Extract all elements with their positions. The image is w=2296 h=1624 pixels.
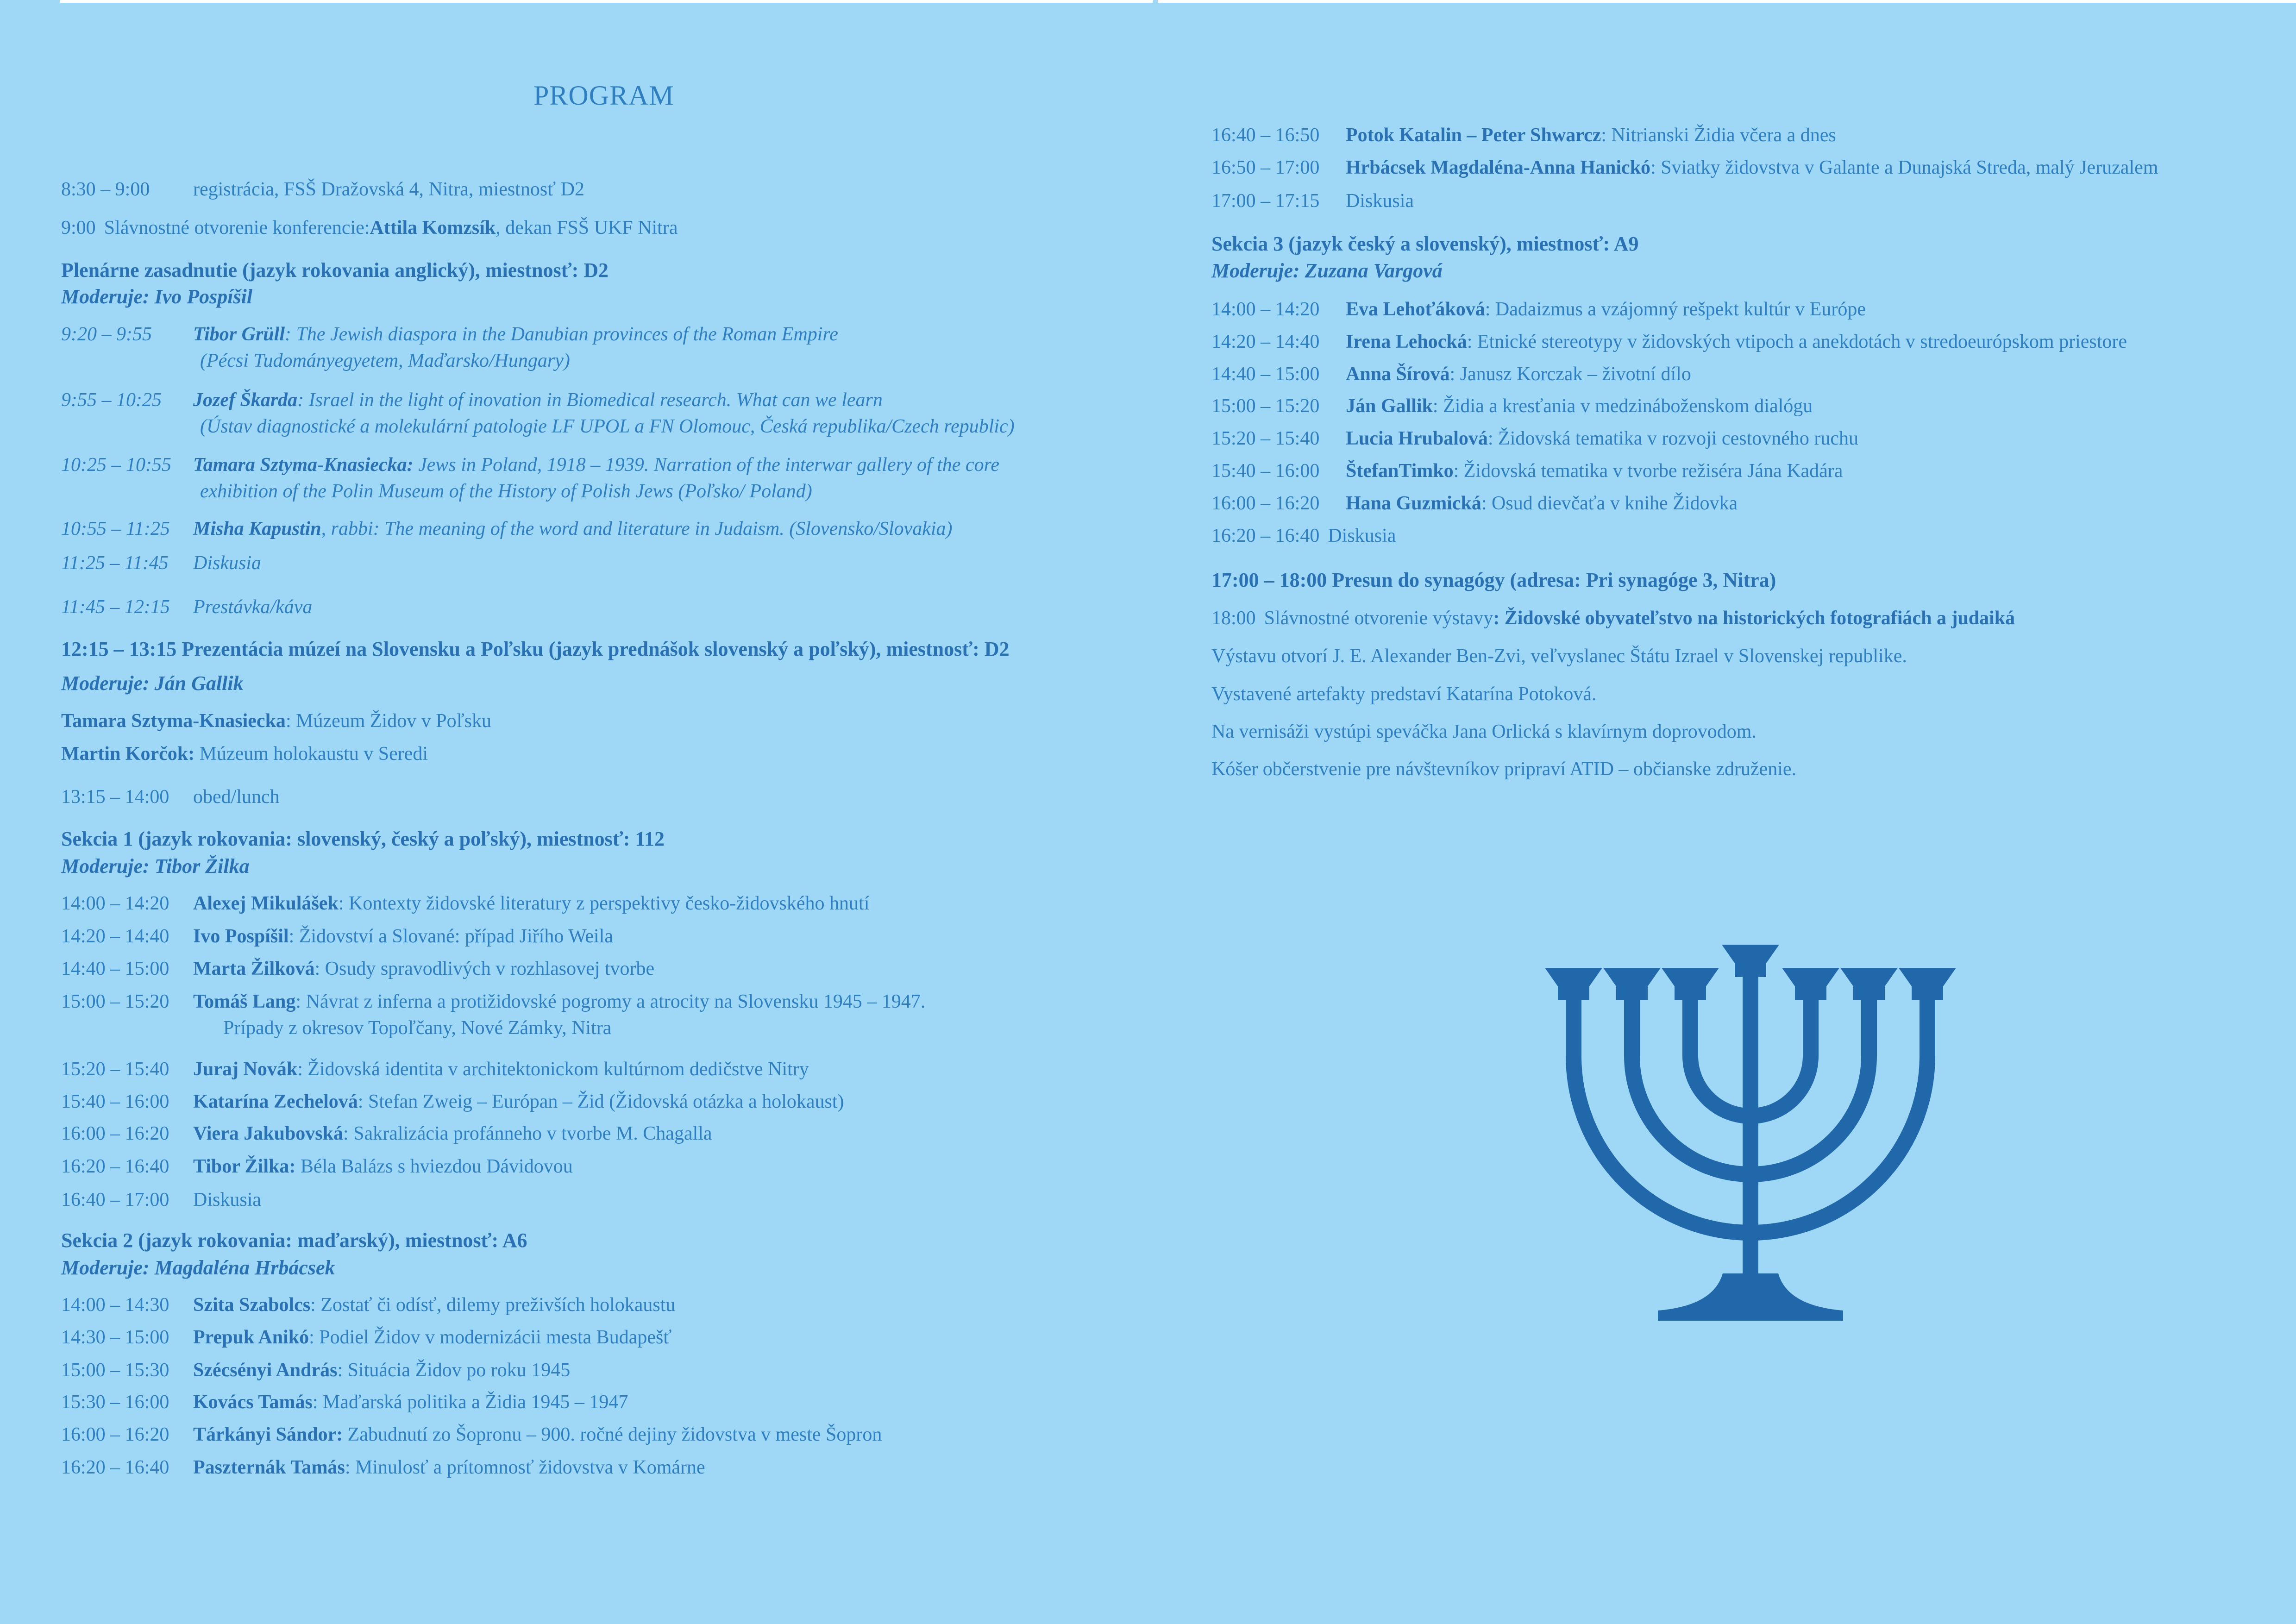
time-slot: 9:00 (61, 217, 96, 238)
program-item (61, 1294, 675, 1316)
speaker-name: Ivo Pospíšil (193, 926, 289, 947)
talk-title: : Kontexty židovské literatury z perspektivy česko-židovského hnutí (338, 893, 870, 914)
program-item (61, 1058, 809, 1080)
time-slot: 9:55 – 10:25 (61, 389, 162, 411)
time-slot: 14:00 – 14:20 (1211, 299, 1320, 320)
time-slot: 14:30 – 15:00 (61, 1327, 169, 1348)
item-text: Diskusia (193, 552, 261, 574)
time-slot: 15:40 – 16:00 (1211, 460, 1320, 482)
time-slot: 17:00 – 17:15 (1211, 190, 1320, 212)
program-item (61, 518, 953, 540)
program-item (1211, 525, 1396, 547)
time-slot: 15:20 – 15:40 (1211, 428, 1320, 449)
program-item (1211, 492, 1738, 514)
continuation-line: (Ústav diagnostické a molekulární patologie LF UPOL a FN Olomouc, Česká republika/Czech republic) (200, 416, 1015, 437)
speaker-name: Tibor Grüll (193, 324, 285, 345)
section-heading: Sekcia 2 (jazyk rokovania: maďarský), miestnosť: A6 (61, 1229, 527, 1252)
speaker-name: Katarína Zechelová (193, 1091, 358, 1112)
talk-title: : Israel in the light of inovation in Biomedical research. What can we learn (297, 389, 883, 411)
program-item (1211, 331, 2127, 353)
talk-title: Béla Balázs s hviezdou Dávidovou (295, 1156, 573, 1177)
program-item (61, 323, 838, 345)
program-item (61, 925, 613, 947)
talk-title: : The Jewish diaspora in the Danubian provinces of the Roman Empire (284, 324, 838, 345)
menorah-icon (1510, 940, 1991, 1324)
time-slot: 14:40 – 15:00 (1211, 364, 1320, 385)
speaker-name: Irena Lehocká (1346, 331, 1467, 352)
talk-title: Jews in Poland, 1918 – 1939. Narration of the interwar gallery of the core (413, 454, 999, 476)
talk-title: : Nitrianski Židia včera a dnes (1601, 125, 1836, 146)
program-item (1211, 758, 1796, 780)
section-heading: Sekcia 1 (jazyk rokovania: slovenský, český a poľský), miestnosť: 112 (61, 828, 665, 850)
speaker-name: Jozef Škarda (193, 389, 298, 411)
item-text: Diskusia (193, 1189, 261, 1210)
moderator-line: Moderuje: Ján Gallik (61, 672, 244, 695)
moderator-line: Moderuje: Zuzana Vargová (1211, 259, 1443, 282)
talk-title: : Sviatky židovstva v Galante a Dunajská Streda, malý Jeruzalem (1650, 157, 2158, 178)
time-slot: 16:20 – 16:40 (61, 1457, 169, 1478)
time-slot: 16:00 – 16:20 (61, 1123, 169, 1144)
time-slot: 15:30 – 16:00 (61, 1392, 169, 1413)
talk-title: : Múzeum Židov v Poľsku (285, 710, 491, 732)
item-text: Vystavené artefakty predstaví Katarína Potoková. (1211, 683, 1597, 705)
speaker-name: : Židovské obyvateľstvo na historických fotografiách a judaiká (1493, 608, 2015, 629)
item-text: Slávnostné otvorenie výstavy (1264, 608, 1493, 629)
speaker-name: Tibor Žilka: (193, 1156, 296, 1177)
talk-title: , rabbi: The meaning of the word and literature in Judaism. (Slovensko/Slovakia) (321, 518, 953, 539)
continuation-line: exhibition of the Polin Museum of the History of Polish Jews (Poľsko/ Poland) (200, 481, 812, 502)
time-slot: 18:00 (1211, 608, 1256, 629)
moderator-line: Moderuje: Ivo Pospíšil (61, 285, 253, 308)
speaker-name: Anna Šírová (1346, 364, 1450, 385)
time-slot: 16:20 – 16:40 (61, 1156, 169, 1177)
speaker-name: Tamara Sztyma-Knasiecka (61, 710, 286, 732)
program-item (61, 596, 312, 618)
time-slot: 15:40 – 16:00 (61, 1091, 169, 1112)
speaker-name: Tomáš Lang (193, 991, 296, 1012)
program-item (61, 1326, 671, 1348)
speaker-name: Paszternák Tamás (193, 1457, 345, 1478)
section-heading: 17:00 – 18:00 Presun do synagógy (adresa: Pri synagóge 3, Nitra) (1211, 569, 1776, 591)
program-item (61, 217, 678, 239)
talk-title: : Židovská tematika v rozvoji cestovného ruchu (1487, 428, 1859, 449)
time-slot: 16:50 – 17:00 (1211, 157, 1320, 178)
speaker-name: Szita Szabolcs (193, 1294, 311, 1316)
speaker-name: Potok Katalin – Peter Shwarcz (1346, 125, 1601, 146)
section-heading: 12:15 – 13:15 Prezentácia múzeí na Slovensku a Poľsku (jazyk prednášok slovenský a poľský), miestnosť: D2 (61, 638, 1010, 660)
continuation-line: Prípady z okresov Topoľčany, Nové Zámky, Nitra (223, 1017, 612, 1039)
program-item (61, 710, 491, 732)
talk-title: : Sakralizácia profánneho v tvorbe M. Chagalla (343, 1123, 712, 1144)
talk-title: : Dadaizmus a vzájomný rešpekt kultúr v Európe (1485, 299, 1866, 320)
program-item (1211, 157, 2158, 179)
program-item (61, 1122, 712, 1145)
item-text: registrácia, FSŠ Dražovská 4, Nitra, miestnosť D2 (193, 179, 584, 200)
time-slot: 14:20 – 14:40 (1211, 331, 1320, 352)
program-item (61, 389, 883, 411)
program-item (61, 1423, 882, 1446)
speaker-name: Martin Korčok: (61, 743, 195, 765)
talk-title: : Židia a kresťania v medzináboženskom dialógu (1432, 395, 1813, 417)
time-slot: 14:00 – 14:30 (61, 1294, 169, 1316)
speaker-name: Prepuk Anikó (193, 1327, 309, 1348)
program-item (61, 743, 428, 765)
time-slot: 15:20 – 15:40 (61, 1059, 169, 1080)
section-heading: Sekcia 3 (jazyk český a slovenský), miestnosť: A9 (1211, 232, 1639, 255)
talk-title: : Etnické stereotypy v židovských vtipoch a anekdotách v stredoeurópskom priestore (1467, 331, 2127, 352)
speaker-name: Tárkányi Sándor: (193, 1424, 343, 1445)
speaker-name: Kovács Tamás (193, 1392, 313, 1413)
program-item (61, 1456, 705, 1479)
program-item (61, 958, 654, 980)
program-item (61, 1359, 570, 1381)
item-text: Kóšer občerstvenie pre návštevníkov pripraví ATID – občianske združenie. (1211, 759, 1797, 780)
time-slot: 16:00 – 16:20 (1211, 493, 1320, 514)
speaker-name: Hana Guzmická (1346, 493, 1481, 514)
program-item (1211, 427, 1858, 450)
program-item (61, 1155, 573, 1178)
talk-title: Múzeum holokaustu v Seredi (194, 743, 428, 765)
time-slot: 10:55 – 11:25 (61, 518, 170, 539)
item-text: Výstavu otvorí J. E. Alexander Ben-Zvi, veľvyslanec Štátu Izrael v Slovenskej republike. (1211, 646, 1907, 667)
talk-title: : Situácia Židov po roku 1945 (337, 1360, 571, 1381)
speaker-name: Hrbácsek Magdaléna-Anna Hanickó (1346, 157, 1651, 178)
program-item (61, 454, 999, 476)
time-slot: 15:00 – 15:20 (61, 991, 169, 1012)
program-item (1211, 645, 1907, 667)
item-text: Prestávka/káva (193, 596, 313, 618)
speaker-name: Eva Lehoťáková (1346, 299, 1485, 320)
speaker-name: Tamara Sztyma-Knasiecka: (193, 454, 414, 476)
moderator-line: Moderuje: Tibor Žilka (61, 855, 250, 878)
program-item (1211, 460, 1843, 482)
top-gap-right (1158, 0, 2296, 3)
speaker-name: Attila Komzsík (370, 217, 496, 238)
talk-title: : Osudy spravodlivých v rozhlasovej tvorbe (314, 958, 655, 979)
speaker-name: Alexej Mikulášek (193, 893, 339, 914)
speaker-name: Misha Kapustin (193, 518, 321, 539)
talk-title: : Podiel Židov v modernizácii mesta Budapešť (309, 1327, 672, 1348)
time-slot: 14:20 – 14:40 (61, 926, 169, 947)
talk-title: : Janusz Korczak – životní dílo (1449, 364, 1691, 385)
top-gap-left (60, 0, 1153, 3)
talk-title: : Minulosť a prítomnosť židovstva v Komárne (345, 1457, 705, 1478)
talk-title: : Maďarská politika a Židia 1945 – 1947 (312, 1392, 628, 1413)
item-text: Slávnostné otvorenie konferencie: (104, 217, 370, 238)
talk-title: : Zostať či odísť, dilemy preživších holokaustu (310, 1294, 676, 1316)
speaker-name: Ján Gallik (1346, 395, 1433, 417)
page-title: PROGRAM (533, 80, 674, 111)
program-item (1211, 683, 1597, 705)
program-item (1211, 190, 1414, 212)
time-slot: 16:40 – 16:50 (1211, 125, 1320, 146)
time-slot: 15:00 – 15:20 (1211, 395, 1320, 417)
time-slot: 16:20 – 16:40 (1211, 525, 1320, 546)
speaker-name: Juraj Novák (193, 1059, 298, 1080)
time-slot: 16:40 – 17:00 (61, 1189, 169, 1210)
item-text: obed/lunch (193, 786, 280, 808)
program-item (1211, 607, 2015, 629)
program-item (1211, 721, 1757, 743)
item-text: Diskusia (1346, 190, 1414, 212)
time-slot: 11:25 – 11:45 (61, 552, 169, 574)
program-item (1211, 124, 1836, 146)
time-slot: 9:20 – 9:55 (61, 324, 152, 345)
program-item (61, 178, 584, 201)
time-slot: 10:25 – 10:55 (61, 454, 171, 476)
time-slot: 15:00 – 15:30 (61, 1360, 169, 1381)
program-item (61, 1189, 261, 1211)
moderator-line: Moderuje: Magdaléna Hrbácsek (61, 1256, 335, 1279)
item-text: Na vernisáži vystúpi speváčka Jana Orlická s klavírnym doprovodom. (1211, 721, 1757, 742)
time-slot: 11:45 – 12:15 (61, 596, 170, 618)
talk-title: , dekan FSŠ UKF Nitra (496, 217, 678, 238)
program-item (1211, 395, 1813, 417)
time-slot: 16:00 – 16:20 (61, 1424, 169, 1445)
time-slot: 13:15 – 14:00 (61, 786, 169, 808)
program-item (61, 786, 280, 808)
speaker-name: Viera Jakubovská (193, 1123, 344, 1144)
program-item (61, 991, 925, 1013)
speaker-name: Marta Žilková (193, 958, 315, 979)
talk-title: : Návrat z inferna a protižidovské pogromy a atrocity na Slovensku 1945 – 1947. (295, 991, 926, 1012)
time-slot: 14:40 – 15:00 (61, 958, 169, 979)
section-heading: Plenárne zasadnutie (jazyk rokovania anglický), miestnosť: D2 (61, 259, 609, 282)
speaker-name: Lucia Hrubalová (1346, 428, 1488, 449)
program-item (61, 1091, 844, 1113)
talk-title: : Židovství a Slované: případ Jiřího Weila (289, 926, 613, 947)
item-text: Diskusia (1328, 525, 1396, 546)
program-item (61, 892, 869, 915)
talk-title: : Osud dievčaťa v knihe Židovka (1481, 493, 1738, 514)
speaker-name: ŠtefanTimko (1346, 460, 1454, 482)
program-item (1211, 298, 1866, 320)
speaker-name: Szécsényi András (193, 1360, 338, 1381)
program-item (1211, 363, 1691, 385)
time-slot: 14:00 – 14:20 (61, 893, 169, 914)
continuation-line: (Pécsi Tudományegyetem, Maďarsko/Hungary) (200, 350, 570, 371)
talk-title: : Židovská identita v architektonickom kultúrnom dedičstve Nitry (297, 1059, 809, 1080)
talk-title: Zabudnutí zo Šopronu – 900. ročné dejiny židovstva v meste Šopron (343, 1424, 882, 1445)
program-item (61, 552, 261, 574)
talk-title: : Židovská tematika v tvorbe režiséra Jána Kadára (1453, 460, 1843, 482)
talk-title: : Stefan Zweig – Európan – Žid (Židovská otázka a holokaust) (358, 1091, 844, 1112)
program-item (61, 1391, 628, 1413)
time-slot: 8:30 – 9:00 (61, 179, 150, 200)
